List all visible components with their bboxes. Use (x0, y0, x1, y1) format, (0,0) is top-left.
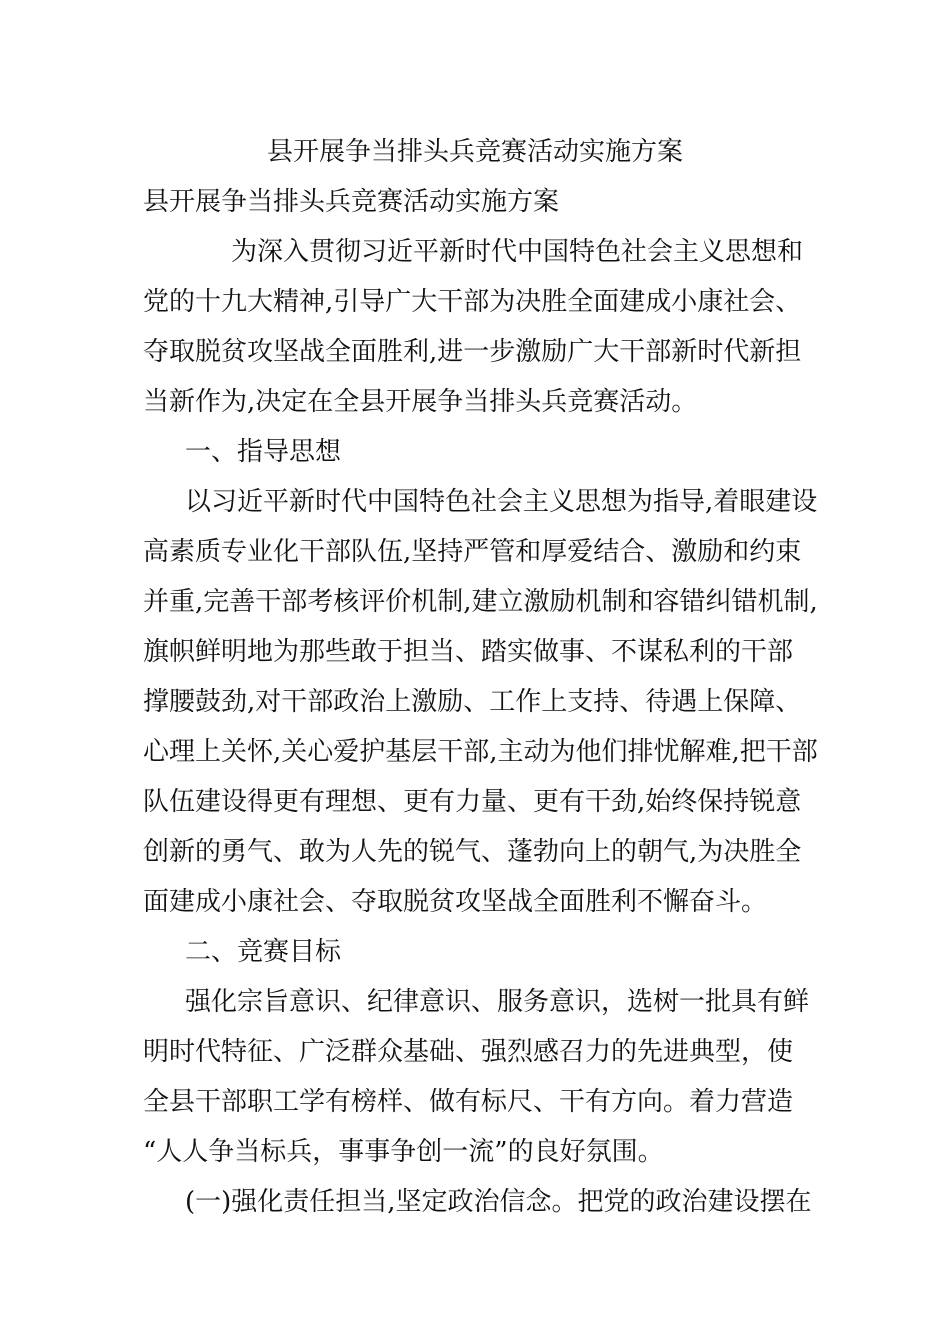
paragraph-line-7: 并重,完善干部考核评价机制,建立激励机制和容错纠错机制, (143, 587, 818, 617)
document-subtitle: 县开展争当排头兵竞赛活动实施方案 (143, 187, 560, 217)
subsection-line-1: (一)强化责任担当,坚定政治信念。把党的政治建设摆在 (185, 1187, 812, 1217)
paragraph-line-10: 心理上关怀,关心爱护基层干部,主动为他们排忧解难,把干部 (143, 737, 818, 767)
document-title: 县开展争当排头兵竞赛活动实施方案 (266, 137, 683, 167)
paragraph-line-14: 强化宗旨意识、纪律意识、服务意识，选树一批具有鲜 (185, 987, 810, 1017)
section-heading-2: 二、竞赛目标 (185, 937, 342, 967)
paragraph-line-8: 旗帜鲜明地为那些敢于担当、踏实做事、不谋私利的干部 (143, 637, 794, 667)
paragraph-line-11: 队伍建设得更有理想、更有力量、更有干劲,始终保持锐意 (143, 787, 802, 817)
paragraph-line-13: 面建成小康社会、夺取脱贫攻坚战全面胜利不懈奋斗。 (143, 887, 768, 917)
paragraph-line-12: 创新的勇气、敢为人先的锐气、蓬勃向上的朝气,为决胜全 (143, 837, 802, 867)
paragraph-line-2: 党的十九大精神,引导广大干部为决胜全面建成小康社会、 (143, 287, 802, 317)
paragraph-line-5: 以习近平新时代中国特色社会主义思想为指导,着眼建设 (185, 487, 818, 517)
paragraph-line-15: 明时代特征、广泛群众基础、强烈感召力的先进典型，使 (143, 1037, 794, 1067)
paragraph-line-16: 全县干部职工学有榜样、做有标尺、干有方向。着力营造 (143, 1087, 794, 1117)
paragraph-line-6: 高素质专业化干部队伍,坚持严管和厚爱结合、激励和约束 (143, 537, 802, 567)
paragraph-line-4: 当新作为,决定在全县开展争当排头兵竞赛活动。 (143, 387, 698, 417)
paragraph-line-1: 为深入贯彻习近平新时代中国特色社会主义思想和 (231, 237, 804, 267)
paragraph-line-9: 撑腰鼓劲,对干部政治上激励、工作上支持、待遇上保障、 (143, 687, 802, 717)
section-heading-1: 一、指导思想 (185, 437, 342, 467)
paragraph-line-3: 夺取脱贫攻坚战全面胜利,进一步激励广大干部新时代新担 (143, 337, 802, 367)
paragraph-line-17: “人人争当标兵，事事争创一流”的良好氛围。 (143, 1137, 664, 1167)
